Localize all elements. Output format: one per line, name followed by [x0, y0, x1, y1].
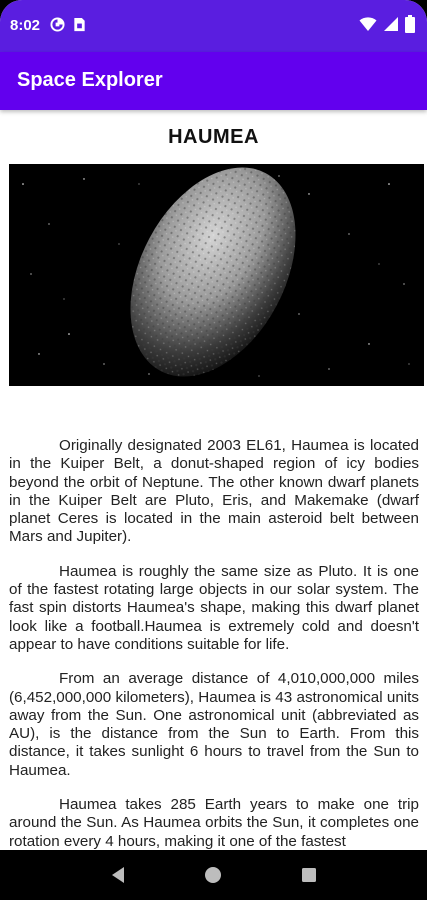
planet-detail-scroll[interactable] [0, 110, 427, 850]
description-paragraph: Haumea is roughly the same size as Pluto. It is one of the fastest rotating large objects in our solar system. The fast spin distorts Haumea's shape, making this dwarf planet look like a football.Haumea is extremely cold and doesn't appear to have conditions suitable for life. [9, 562, 419, 653]
home-button[interactable] [193, 855, 233, 895]
back-icon [110, 866, 126, 884]
status-bar [0, 0, 427, 52]
app-title: Space Explorer [17, 69, 163, 91]
status-time: 8:02 [10, 17, 41, 34]
sim-card-icon [73, 17, 86, 37]
description-paragraph: Originally designated 2003 EL61, Haumea is located in the Kuiper Belt, a donut-shaped region of icy bodies beyond the orbit of Neptune. The other known dwarf planets in the Kuiper Belt are Pluto, Eris, and Makemake (dwarf planet Ceres is located in the main asteroid belt between Mars and Jupiter). [9, 437, 419, 546]
battery-icon [405, 15, 415, 38]
wifi-icon [359, 16, 377, 37]
description-paragraph: From an average distance of 4,010,000,000 miles (6,452,000,000 kilometers), Haumea is 43 astronomical units away from the Sun. One astronomical unit (abbreviated as AU), is the distance from the Sun to Earth. From this distance, it takes sunlight 6 hours to travel from the Sun to Haumea. [9, 670, 419, 779]
recents-button[interactable] [289, 855, 329, 895]
signal-icon [383, 16, 399, 37]
planet-title: HAUMEA [168, 126, 259, 148]
recents-icon [301, 867, 317, 883]
planet-description [9, 437, 419, 850]
home-icon [204, 866, 222, 884]
description-paragraph: Haumea takes 285 Earth years to make one trip around the Sun. As Haumea orbits the Sun, it completes one rotation every 4 hours, making it one of the fastest [9, 796, 419, 850]
app-bar [0, 52, 427, 110]
data-saver-icon [50, 17, 65, 37]
planet-image [9, 164, 424, 386]
navigation-bar [0, 850, 427, 900]
back-button[interactable] [98, 855, 138, 895]
